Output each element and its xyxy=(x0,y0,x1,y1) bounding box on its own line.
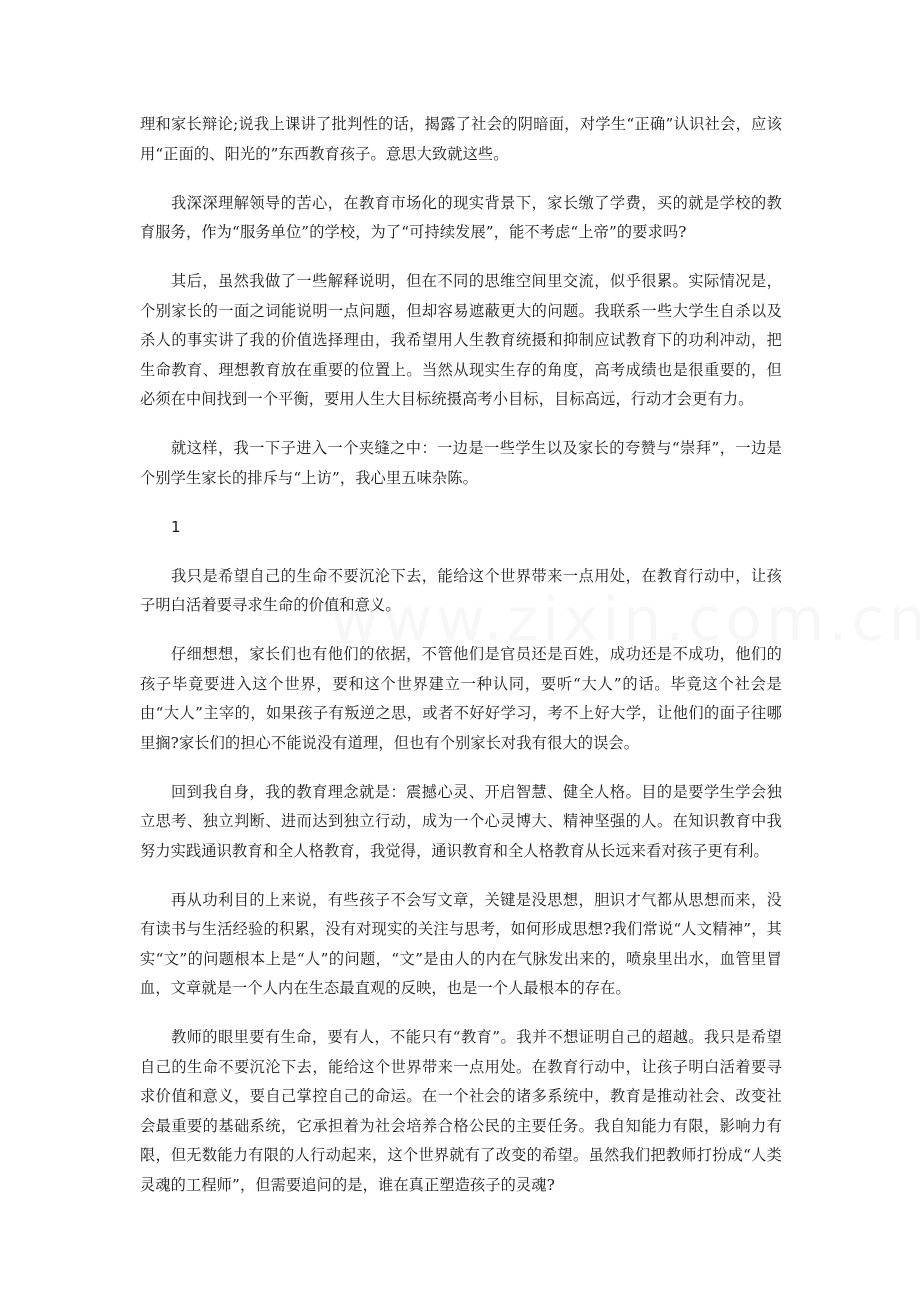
paragraph-2: 我深深理解领导的苦心，在教育市场化的现实背景下，家长缴了学费，买的就是学校的教育服务，作为“服务单位”的学校，为了“可持续发展”，能不考虑“上帝”的要求吗? xyxy=(140,193,782,241)
page-number: 1 xyxy=(171,517,181,536)
paragraph-7: 回到我自身，我的教育理念就是：震撼心灵、开启智慧、健全人格。目的是要学生学会独立思考、独立判断、进而达到独立行动，成为一个心灵博大、精神坚强的人。在知识教育中我努力实践通识教育和全人格教育，我觉得，通识教育和全人格教育从长远来看对孩子更有利。 xyxy=(140,782,782,860)
paragraph-8: 再从功利目的上来说，有些孩子不会写文章，关键是没思想，胆识才气都从思想而来，没有读书与生活经验的积累，没有对现实的关注与思考，如何形成思想?我们常说“人文精神”，其实“文”的问题根本上是“人”的问题，“文”是由人的内在气脉发出来的，喷泉里出水，血管里冒血，文章就是一个人内在生态最直观的反映，也是一个人最根本的存在。 xyxy=(140,890,782,997)
paragraph-4: 就这样，我一下子进入一个夹缝之中：一边是一些学生以及家长的夸赞与“崇拜”，一边是个别学生家长的排斥与“上访”，我心里五味杂陈。 xyxy=(140,439,782,487)
document-body xyxy=(140,110,782,1220)
paragraph-3: 其后，虽然我做了一些解释说明，但在不同的思维空间里交流，似乎很累。实际情况是，个别家长的一面之词能说明一点问题，但却容易遮蔽更大的问题。我联系一些大学生自杀以及杀人的事实讲了我的价值选择理由，我希望用人生教育统摄和抑制应试教育下的功利冲动，把生命教育、理想教育放在重要的位置上。当然从现实生存的角度，高考成绩也是很重要的，但必须在中间找到一个平衡，要用人生大目标统摄高考小目标，目标高远，行动才会更有力。 xyxy=(140,272,782,408)
paragraph-6: 仔细想想，家长们也有他们的依据，不管他们是官员还是百姓，成功还是不成功，他们的孩子毕竟要进入这个世界，要和这个世界建立一种认同，要听“大人”的话。毕竟这个社会是由“大人”主宰的，如果孩子有叛逆之思，或者不好好学习，考不上好大学，让他们的面子往哪里搁?家长们的担心不能说没有道理，但也有个别家长对我有很大的误会。 xyxy=(140,645,782,752)
paragraph-9: 教师的眼里要有生命，要有人，不能只有“教育”。我并不想证明自己的超越。我只是希望自己的生命不要沉沦下去，能给这个世界带来一点用处。在教育行动中，让孩子明白活着要寻求价值和意义，要自己掌控自己的命运。在一个社会的诸多系统中，教育是推动社会、改变社会最重要的基础系统，它承担着为社会培养合格公民的主要任务。我自知能力有限，影响力有限，但无数能力有限的人行动起来，这个世界就有了改变的希望。虽然我们把教师打扮成“人类灵魂的工程师”，但需要追问的是，谁在真正塑造孩子的灵魂? xyxy=(140,1028,782,1194)
paragraph-5: 我只是希望自己的生命不要沉沦下去，能给这个世界带来一点用处，在教育行动中，让孩子明白活着要寻求生命的价值和意义。 xyxy=(140,566,782,614)
paragraph-1: 理和家长辩论;说我上课讲了批判性的话，揭露了社会的阴暗面，对学生“正确”认识社会，应该用“正面的、阳光的”东西教育孩子。意思大致就这些。 xyxy=(140,115,782,163)
